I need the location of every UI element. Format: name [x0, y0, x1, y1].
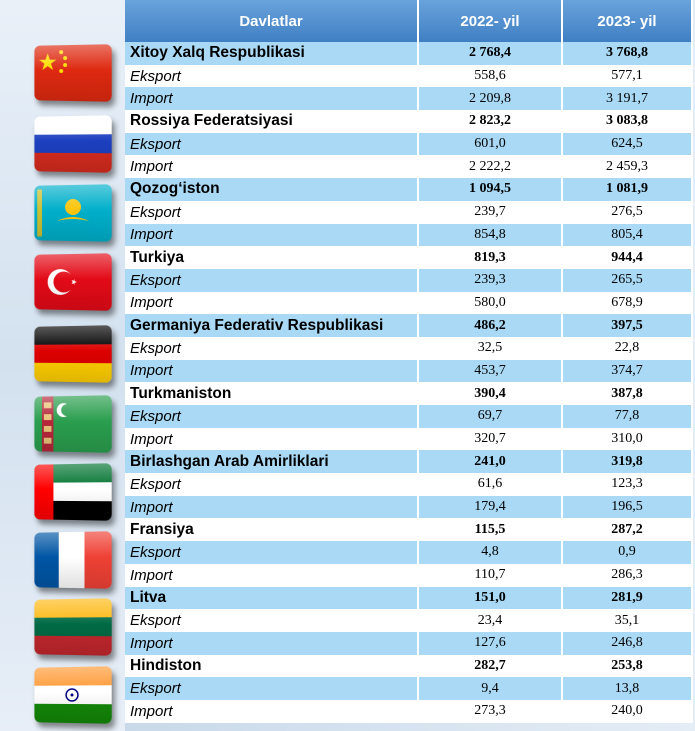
turkmenistan-flag-icon — [34, 395, 111, 453]
value-2023: 287,2 — [562, 518, 692, 541]
table-row — [125, 292, 692, 315]
row-label: Turkiya — [125, 246, 418, 269]
value-2023: 246,8 — [562, 632, 692, 655]
value-2022: 239,3 — [418, 269, 562, 292]
table-row — [125, 496, 692, 519]
value-2023: 577,1 — [562, 65, 692, 88]
value-2023: 240,0 — [562, 700, 692, 723]
table-row — [125, 360, 692, 383]
value-2023: 374,7 — [562, 360, 692, 383]
table-row — [125, 564, 692, 587]
row-label: Eksport — [125, 201, 418, 224]
row-label: Import — [125, 700, 418, 723]
row-label: Import — [125, 224, 418, 247]
row-label: Turkmaniston — [125, 382, 418, 405]
india-flag-icon — [34, 666, 111, 724]
country-row — [125, 314, 692, 337]
value-2022: 558,6 — [418, 65, 562, 88]
table-row — [125, 609, 692, 632]
kazakhstan-flag-icon — [34, 184, 111, 242]
table-row — [125, 428, 692, 451]
table-row — [125, 632, 692, 655]
table-row — [125, 201, 692, 224]
value-2022: 241,0 — [418, 450, 562, 473]
table-row — [125, 337, 692, 360]
value-2022: 854,8 — [418, 224, 562, 247]
table-row — [125, 269, 692, 292]
value-2022: 320,7 — [418, 428, 562, 451]
row-label: Eksport — [125, 609, 418, 632]
value-2022: 2 823,2 — [418, 110, 562, 133]
value-2023: 805,4 — [562, 224, 692, 247]
row-label: Import — [125, 496, 418, 519]
value-2023: 123,3 — [562, 473, 692, 496]
value-2022: 390,4 — [418, 382, 562, 405]
value-2023: 276,5 — [562, 201, 692, 224]
value-2023: 77,8 — [562, 405, 692, 428]
row-label: Import — [125, 155, 418, 178]
value-2022: 179,4 — [418, 496, 562, 519]
row-label: Germaniya Federativ Respublikasi — [125, 314, 418, 337]
row-label: Eksport — [125, 269, 418, 292]
table-row — [125, 405, 692, 428]
row-label: Eksport — [125, 473, 418, 496]
country-row — [125, 382, 692, 405]
value-2022: 110,7 — [418, 564, 562, 587]
country-row — [125, 450, 692, 473]
value-2023: 265,5 — [562, 269, 692, 292]
header-2023: 2023- yil — [562, 0, 692, 42]
value-2023: 3 083,8 — [562, 110, 692, 133]
value-2022: 239,7 — [418, 201, 562, 224]
value-2022: 115,5 — [418, 518, 562, 541]
uae-flag-icon — [34, 463, 111, 521]
row-label: Hindiston — [125, 655, 418, 678]
china-flag-icon — [34, 44, 111, 102]
row-label: Xitoy Xalq Respublikasi — [125, 42, 418, 65]
value-2022: 32,5 — [418, 337, 562, 360]
row-label: Import — [125, 87, 418, 110]
country-row — [125, 587, 692, 610]
table-row — [125, 700, 692, 723]
country-row — [125, 110, 692, 133]
value-2022: 1 094,5 — [418, 178, 562, 201]
value-2022: 580,0 — [418, 292, 562, 315]
table-row — [125, 87, 692, 110]
country-row — [125, 42, 692, 65]
table-row — [125, 155, 692, 178]
value-2023: 3 768,8 — [562, 42, 692, 65]
value-2022: 453,7 — [418, 360, 562, 383]
value-2022: 601,0 — [418, 133, 562, 156]
row-label: Eksport — [125, 65, 418, 88]
value-2023: 1 081,9 — [562, 178, 692, 201]
value-2023: 281,9 — [562, 587, 692, 610]
table-row — [125, 473, 692, 496]
value-2023: 387,8 — [562, 382, 692, 405]
header-countries: Davlatlar — [125, 0, 418, 42]
row-label: Import — [125, 360, 418, 383]
row-label: Eksport — [125, 677, 418, 700]
value-2022: 69,7 — [418, 405, 562, 428]
value-2022: 486,2 — [418, 314, 562, 337]
value-2022: 151,0 — [418, 587, 562, 610]
table-row — [125, 224, 692, 247]
value-2023: 944,4 — [562, 246, 692, 269]
value-2023: 319,8 — [562, 450, 692, 473]
russia-flag-icon — [34, 115, 111, 173]
value-2023: 253,8 — [562, 655, 692, 678]
value-2022: 4,8 — [418, 541, 562, 564]
row-label: Import — [125, 564, 418, 587]
trade-table — [125, 0, 693, 723]
turkey-flag-icon — [34, 253, 111, 311]
value-2022: 127,6 — [418, 632, 562, 655]
row-label: Birlashgan Arab Amirliklari — [125, 450, 418, 473]
country-row — [125, 246, 692, 269]
value-2023: 2 459,3 — [562, 155, 692, 178]
country-row — [125, 518, 692, 541]
value-2022: 819,3 — [418, 246, 562, 269]
row-label: Fransiya — [125, 518, 418, 541]
country-row — [125, 655, 692, 678]
value-2023: 35,1 — [562, 609, 692, 632]
country-row — [125, 178, 692, 201]
value-2023: 286,3 — [562, 564, 692, 587]
table-row — [125, 677, 692, 700]
row-label: Eksport — [125, 133, 418, 156]
value-2022: 23,4 — [418, 609, 562, 632]
table-row — [125, 133, 692, 156]
value-2022: 273,3 — [418, 700, 562, 723]
row-label: Import — [125, 428, 418, 451]
value-2022: 282,7 — [418, 655, 562, 678]
value-2023: 310,0 — [562, 428, 692, 451]
value-2023: 196,5 — [562, 496, 692, 519]
france-flag-icon — [34, 531, 111, 589]
row-label: Litva — [125, 587, 418, 610]
value-2023: 13,8 — [562, 677, 692, 700]
germany-flag-icon — [34, 325, 111, 383]
row-label: Import — [125, 292, 418, 315]
table-header-row — [125, 0, 692, 42]
row-label: Eksport — [125, 405, 418, 428]
table-row — [125, 65, 692, 88]
value-2023: 0,9 — [562, 541, 692, 564]
row-label: Rossiya Federatsiyasi — [125, 110, 418, 133]
value-2023: 3 191,7 — [562, 87, 692, 110]
value-2023: 624,5 — [562, 133, 692, 156]
value-2023: 678,9 — [562, 292, 692, 315]
lithuania-flag-icon — [34, 598, 111, 656]
value-2023: 397,5 — [562, 314, 692, 337]
table-row — [125, 541, 692, 564]
value-2022: 61,6 — [418, 473, 562, 496]
value-2023: 22,8 — [562, 337, 692, 360]
flags-column — [0, 0, 125, 731]
value-2022: 2 209,8 — [418, 87, 562, 110]
row-label: Import — [125, 632, 418, 655]
row-label: Qozog‘iston — [125, 178, 418, 201]
value-2022: 9,4 — [418, 677, 562, 700]
value-2022: 2 222,2 — [418, 155, 562, 178]
value-2022: 2 768,4 — [418, 42, 562, 65]
header-2022: 2022- yil — [418, 0, 562, 42]
row-label: Eksport — [125, 337, 418, 360]
row-label: Eksport — [125, 541, 418, 564]
